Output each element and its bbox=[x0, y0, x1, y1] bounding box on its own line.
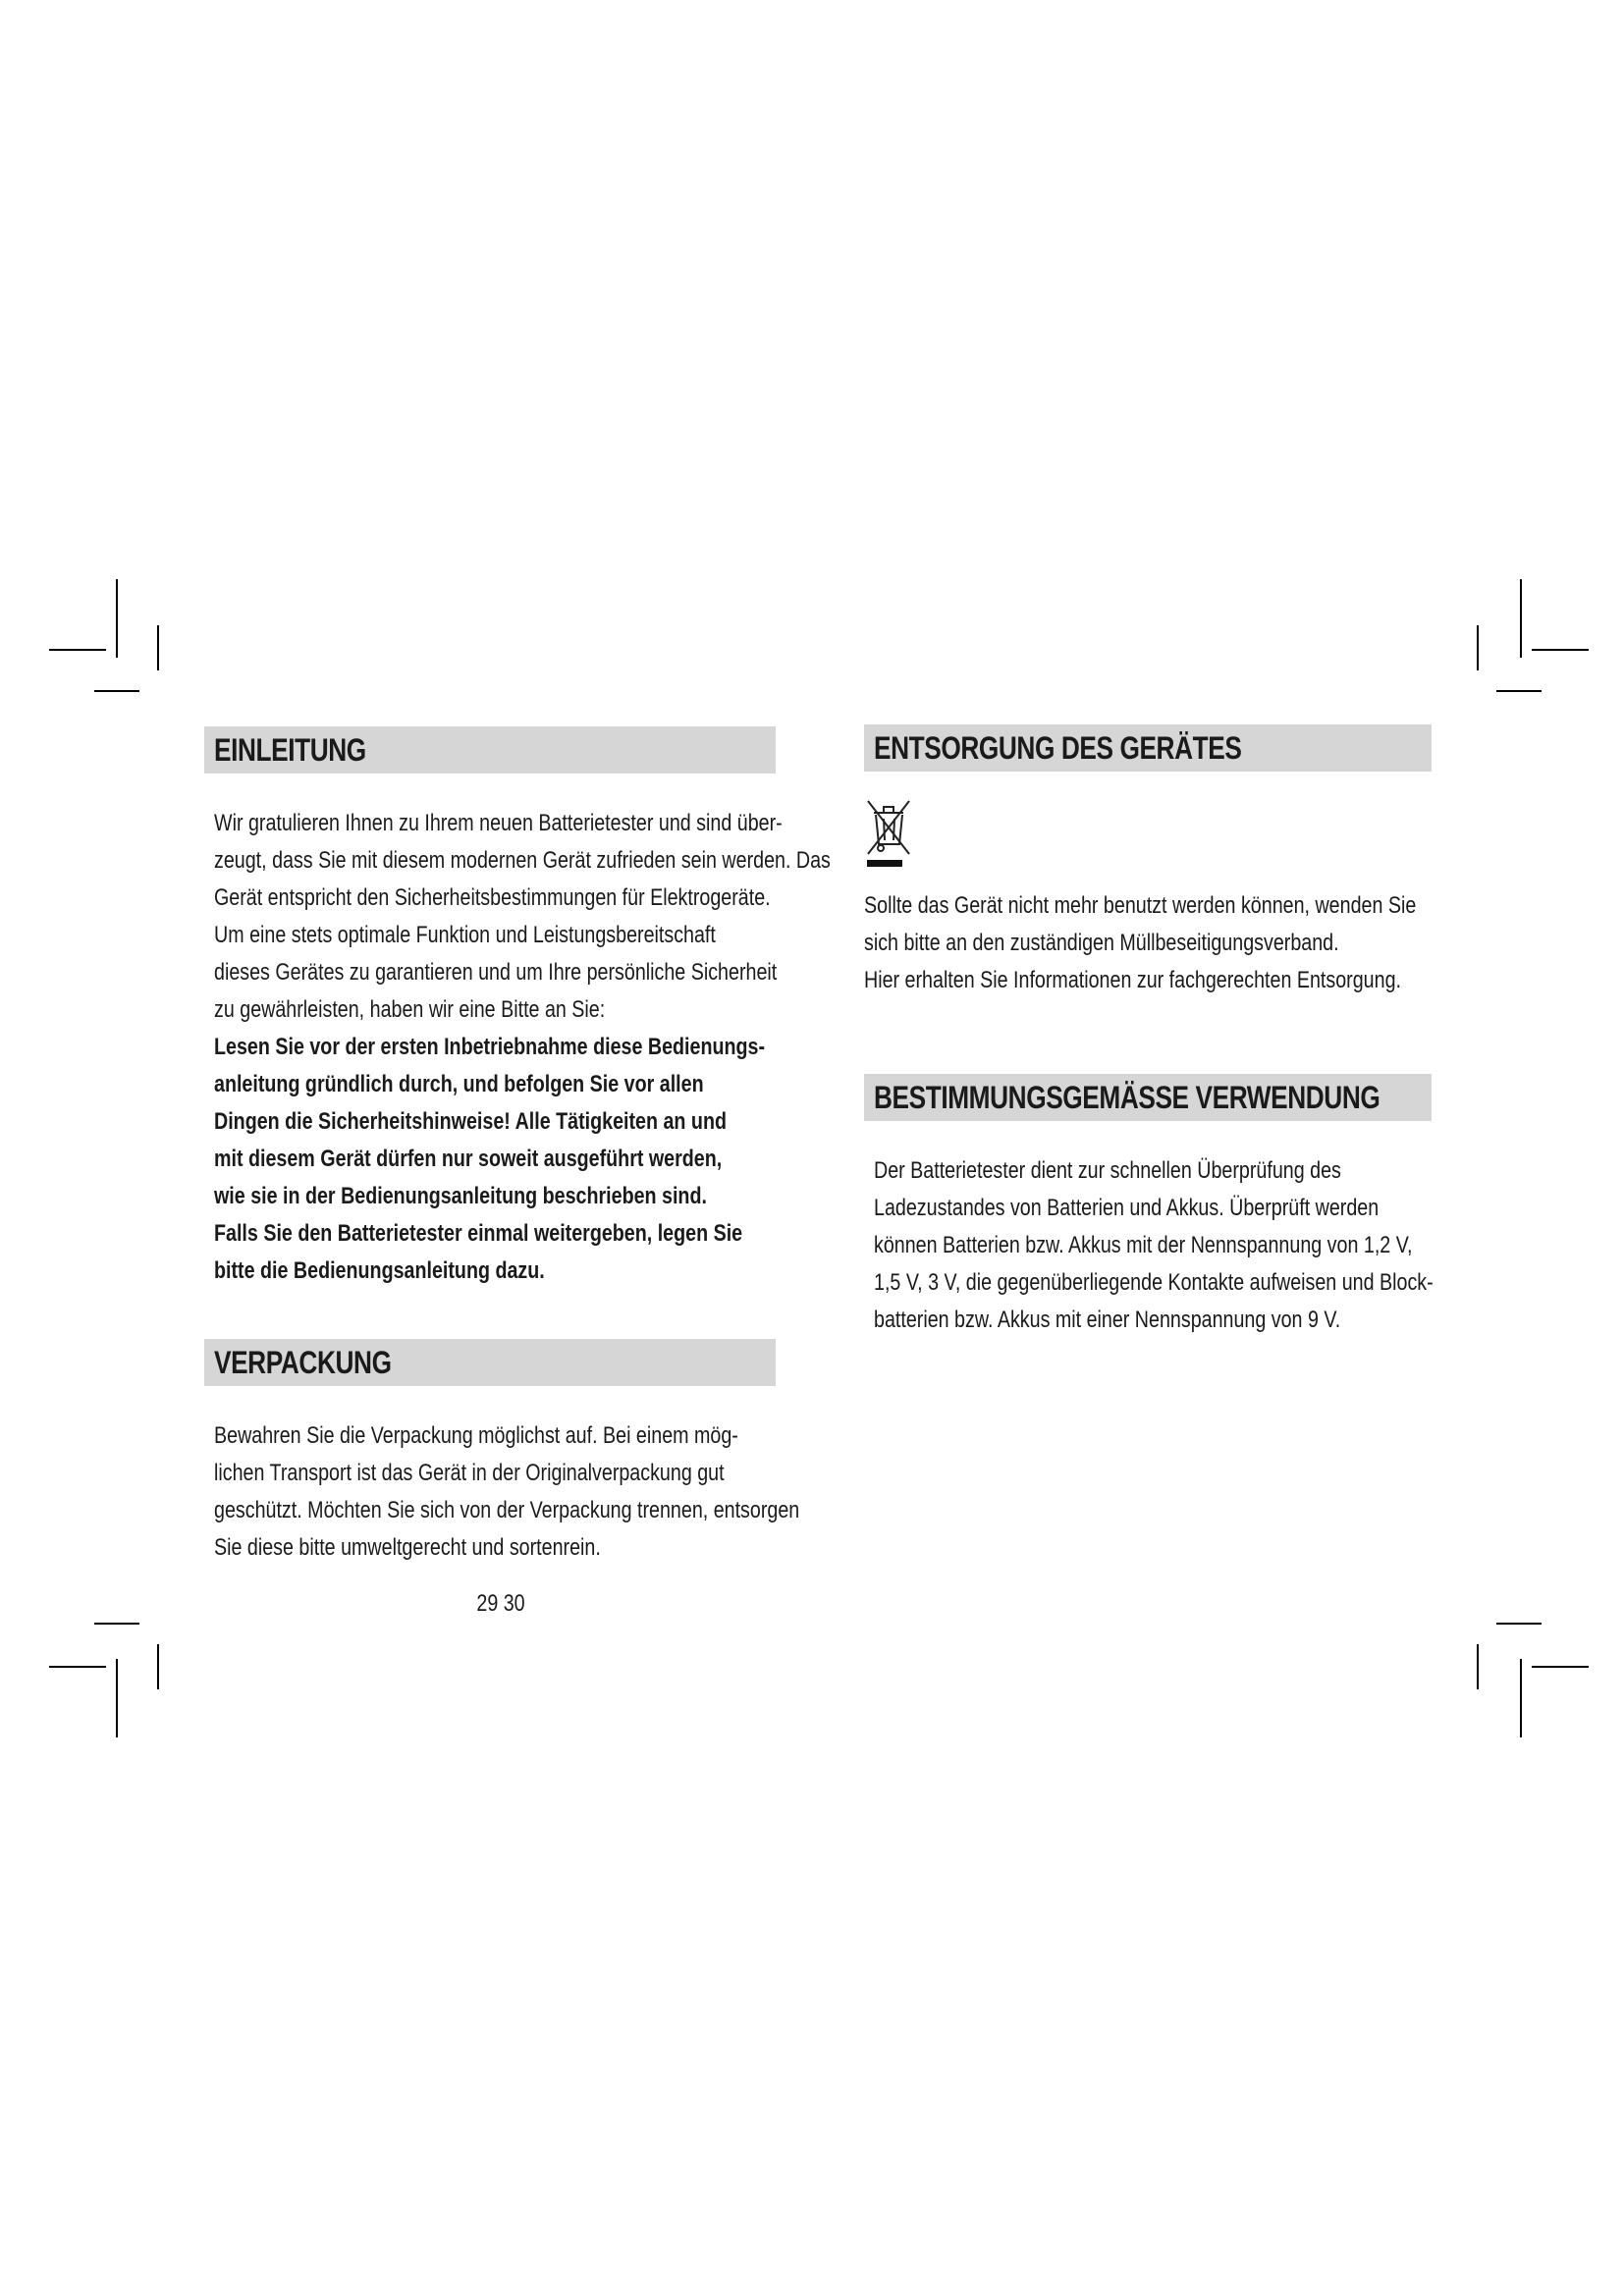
heading-text: BESTIMMUNGSGEMÄSSE VERWENDUNG bbox=[874, 1079, 1380, 1115]
body-text bbox=[214, 1417, 842, 1567]
text-line: Der Batterietester dient zur schnellen Überprüfung des bbox=[874, 1157, 1341, 1184]
heading-text: EINLEITUNG bbox=[214, 731, 366, 768]
section-heading bbox=[204, 1339, 776, 1386]
section-entsorgung bbox=[864, 724, 1432, 993]
section-heading bbox=[864, 1074, 1432, 1121]
text-line: Um eine stets optimale Funktion und Leistungsbereitschaft bbox=[214, 922, 716, 948]
text-line: 1,5 V, 3 V, die gegenüberliegende Kontakte aufweisen und Block- bbox=[874, 1269, 1434, 1296]
section-bestimmungsgemaesse-verwendung bbox=[864, 1074, 1434, 1333]
bold-text-line: wie sie in der Bedienungsanleitung beschrieben sind. bbox=[214, 1183, 707, 1209]
bold-text-line: Lesen Sie vor der ersten Inbetriebnahme diese Bedienungs- bbox=[214, 1034, 766, 1060]
text-line: Bewahren Sie die Verpackung möglichst auf. Bei einem mög- bbox=[214, 1422, 738, 1449]
text-line: Ladezustandes von Batterien und Akkus. Überprüft werden bbox=[874, 1195, 1380, 1221]
section-einleitung bbox=[204, 726, 831, 1284]
text-line: zu gewährleisten, haben wir eine Bitte an Sie: bbox=[214, 996, 606, 1023]
text-line: geschützt. Möchten Sie sich von der Verpackung trennen, entsorgen bbox=[214, 1497, 800, 1523]
text-line: sich bitte an den zuständigen Müllbeseitigungsverband. bbox=[864, 930, 1339, 956]
crossed-out-wheelie-bin-icon bbox=[864, 797, 915, 873]
text-line: Gerät entspricht den Sicherheitsbestimmungen für Elektrogeräte. bbox=[214, 884, 771, 911]
body-text bbox=[864, 887, 1492, 999]
bold-text-line: bitte die Bedienungsanleitung dazu. bbox=[214, 1257, 545, 1284]
heading-text: ENTSORGUNG DES GERÄTES bbox=[874, 729, 1242, 766]
text-line: lichen Transport ist das Gerät in der Originalverpackung gut bbox=[214, 1460, 725, 1486]
section-heading bbox=[204, 726, 776, 774]
heading-text: VERPACKUNG bbox=[214, 1344, 392, 1380]
text-line: Sollte das Gerät nicht mehr benutzt werden können, wenden Sie bbox=[864, 892, 1417, 919]
bold-text-line: Dingen die Sicherheitshinweise! Alle Tätigkeiten an und bbox=[214, 1108, 727, 1135]
page-numbers: 29 30 bbox=[476, 1590, 525, 1617]
bold-text-line: Falls Sie den Batterietester einmal weitergeben, legen Sie bbox=[214, 1220, 743, 1247]
section-heading bbox=[864, 724, 1432, 772]
body-text bbox=[214, 805, 842, 1290]
text-line: batterien bzw. Akkus mit einer Nennspannung von 9 V. bbox=[874, 1307, 1341, 1333]
text-line: können Batterien bzw. Akkus mit der Nennspannung von 1,2 V, bbox=[874, 1232, 1413, 1258]
body-text bbox=[874, 1152, 1502, 1339]
bold-text-line: mit diesem Gerät dürfen nur soweit ausgeführt werden, bbox=[214, 1146, 723, 1172]
text-line: Sie diese bitte umweltgerecht und sortenrein. bbox=[214, 1534, 601, 1561]
text-line: Wir gratulieren Ihnen zu Ihrem neuen Batterietester und sind über- bbox=[214, 810, 783, 836]
text-line: Hier erhalten Sie Informationen zur fachgerechten Entsorgung. bbox=[864, 967, 1401, 993]
text-line: zeugt, dass Sie mit diesem modernen Gerät zufrieden sein werden. Das bbox=[214, 847, 831, 874]
section-verpackung bbox=[204, 1339, 800, 1561]
text-line: dieses Gerätes zu garantieren und um Ihre persönliche Sicherheit bbox=[214, 959, 778, 986]
bold-text-line: anleitung gründlich durch, und befolgen Sie vor allen bbox=[214, 1071, 704, 1097]
